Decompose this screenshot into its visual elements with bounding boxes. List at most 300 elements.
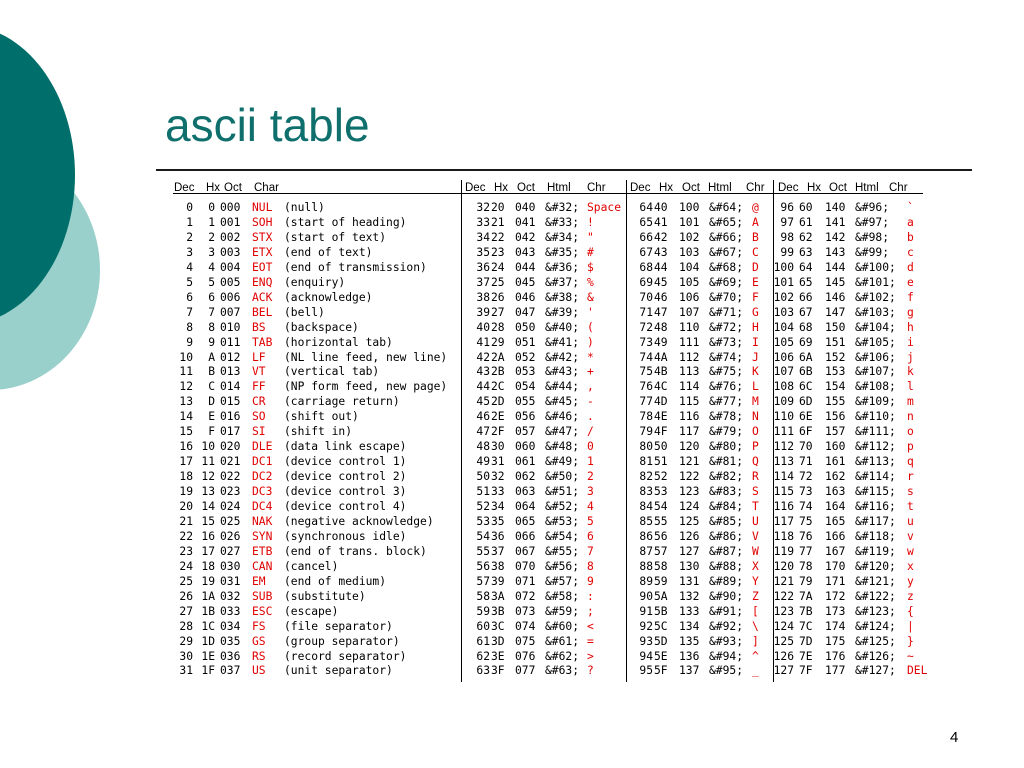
html-entity: &#32; (545, 201, 580, 214)
oct-cell: 065 (515, 514, 536, 528)
hex-cell: 3C (491, 619, 505, 633)
dec-cell: 71 (639, 305, 653, 319)
dec-cell: 123 (773, 604, 794, 618)
hex-cell: 75 (799, 514, 813, 528)
html-entity: &#75; (709, 365, 744, 379)
hex-cell: 3A (491, 589, 505, 603)
hex-cell: 10 (201, 440, 215, 454)
html-entity: &#55; (545, 544, 580, 558)
char-description: (file separator) (284, 619, 393, 633)
hex-cell: 23 (491, 245, 505, 259)
chr-cell: , (587, 380, 594, 394)
char-description: (record separator) (284, 649, 407, 663)
html-entity: &#47; (545, 425, 580, 439)
char-abbr: ETX (252, 245, 273, 259)
dec-cell: 30 (179, 649, 193, 663)
oct-cell: 170 (825, 559, 846, 573)
char-abbr: BEL (252, 305, 273, 319)
hex-cell: 4C (654, 380, 668, 394)
dec-cell: 102 (773, 290, 794, 304)
header-hx: Hx (206, 182, 221, 194)
oct-cell: 017 (220, 425, 241, 439)
hex-cell: 34 (491, 500, 505, 513)
html-entity: &#109; (855, 395, 896, 409)
header-oct: Oct (829, 182, 847, 194)
column-separator (461, 180, 462, 682)
chr-cell: B (752, 230, 759, 244)
html-entity: &#72; (709, 320, 744, 334)
hex-cell: 6E (799, 410, 813, 424)
hex-cell: 79 (799, 574, 813, 588)
chr-cell: ; (587, 604, 594, 618)
dec-cell: 14 (179, 410, 193, 424)
char-abbr: EOT (252, 260, 273, 274)
dec-cell: 76 (639, 380, 653, 394)
oct-cell: 154 (825, 380, 846, 394)
oct-cell: 062 (515, 470, 536, 484)
html-entity: &#80; (709, 440, 744, 454)
html-entity: &#84; (709, 500, 744, 513)
oct-cell: 115 (679, 395, 700, 409)
html-entity: &#68; (709, 260, 744, 274)
chr-cell: D (752, 260, 759, 274)
hex-cell: 16 (201, 529, 215, 543)
oct-cell: 025 (220, 514, 241, 528)
char-description: (group separator) (284, 634, 400, 648)
dec-cell: 113 (773, 455, 794, 469)
oct-cell: 045 (515, 275, 536, 289)
dec-cell: 10 (179, 350, 193, 364)
hex-cell: 7B (799, 604, 813, 618)
char-abbr: SUB (252, 589, 273, 603)
html-entity: &#45; (545, 395, 580, 409)
oct-cell: 173 (825, 604, 846, 618)
hex-cell: 6 (208, 290, 215, 304)
oct-cell: 147 (825, 305, 846, 319)
html-entity: &#70; (709, 290, 744, 304)
hex-cell: 7D (799, 634, 813, 648)
hex-cell: C (208, 380, 215, 394)
html-entity: &#99; (855, 245, 890, 259)
html-entity: &#105; (855, 335, 896, 349)
char-description: (device control 3) (284, 485, 407, 499)
chr-cell: ( (587, 320, 594, 334)
chr-cell: + (587, 365, 594, 379)
html-entity: &#91; (709, 604, 744, 618)
chr-cell: ! (587, 215, 594, 229)
oct-cell: 156 (825, 410, 846, 424)
html-entity: &#108; (855, 380, 896, 394)
dec-cell: 81 (639, 455, 653, 469)
html-entity: &#51; (545, 485, 580, 499)
hex-cell: 6F (799, 425, 813, 439)
char-description: (shift out) (284, 410, 359, 424)
char-abbr: SO (252, 410, 266, 424)
hex-cell: 28 (491, 320, 505, 334)
char-abbr: US (252, 664, 266, 678)
chr-cell: _ (752, 664, 759, 678)
chr-cell: Y (752, 574, 759, 588)
char-abbr: DLE (252, 440, 273, 454)
dec-cell: 2 (186, 230, 193, 244)
hex-cell: 26 (491, 290, 505, 304)
oct-cell: 042 (515, 230, 536, 244)
oct-cell: 056 (515, 410, 536, 424)
header-hx: Hx (494, 182, 509, 194)
char-abbr: BS (252, 320, 266, 334)
chr-cell: F (752, 290, 759, 304)
oct-cell: 014 (220, 380, 241, 394)
chr-cell: & (587, 290, 594, 304)
dec-cell: 59 (476, 604, 490, 618)
oct-cell: 153 (825, 365, 846, 379)
chr-cell: k (907, 365, 914, 379)
oct-cell: 016 (220, 410, 241, 424)
html-entity: &#50; (545, 470, 580, 484)
oct-cell: 067 (515, 544, 536, 558)
hex-cell: 44 (654, 260, 668, 274)
html-entity: &#71; (709, 305, 744, 319)
hex-cell: 6B (799, 365, 813, 379)
dec-cell: 116 (773, 500, 794, 513)
html-entity: &#120; (855, 559, 896, 573)
hex-cell: 64 (799, 260, 813, 274)
header-chr: Chr (889, 182, 908, 194)
html-entity: &#87; (709, 544, 744, 558)
dec-cell: 91 (639, 604, 653, 618)
char-description: (escape) (284, 604, 339, 618)
dec-cell: 61 (476, 634, 490, 648)
hex-cell: 24 (491, 260, 505, 274)
chr-cell: Z (752, 589, 759, 603)
char-abbr: FF (252, 380, 266, 394)
oct-cell: 131 (679, 574, 700, 588)
dec-cell: 68 (639, 260, 653, 274)
dec-cell: 94 (639, 649, 653, 663)
oct-cell: 163 (825, 485, 846, 499)
hex-cell: 69 (799, 335, 813, 349)
dec-cell: 85 (639, 514, 653, 528)
dec-cell: 75 (639, 365, 653, 379)
oct-cell: 000 (220, 201, 241, 214)
html-entity: &#114; (855, 470, 896, 484)
oct-cell: 064 (515, 500, 536, 513)
hex-cell: 33 (491, 485, 505, 499)
chr-cell: ` (907, 201, 914, 214)
html-entity: &#126; (855, 649, 896, 663)
hex-cell: 19 (201, 574, 215, 588)
html-entity: &#123; (855, 604, 896, 618)
hex-cell: 71 (799, 455, 813, 469)
html-entity: &#93; (709, 634, 744, 648)
chr-cell: * (587, 350, 594, 364)
dec-cell: 52 (476, 500, 490, 513)
html-entity: &#97; (855, 215, 890, 229)
char-abbr: ACK (252, 290, 273, 304)
hex-cell: 25 (491, 275, 505, 289)
hex-cell: 77 (799, 544, 813, 558)
oct-cell: 164 (825, 500, 846, 513)
dec-cell: 90 (639, 589, 653, 603)
dec-cell: 20 (179, 500, 193, 513)
chr-cell: L (752, 380, 759, 394)
dec-cell: 17 (179, 455, 193, 469)
header-dec: Dec (630, 182, 651, 194)
chr-cell: 1 (587, 455, 594, 469)
dec-cell: 23 (179, 544, 193, 558)
dec-cell: 82 (639, 470, 653, 484)
header-dec: Dec (465, 182, 486, 194)
char-description: (vertical tab) (284, 365, 380, 379)
html-entity: &#58; (545, 589, 580, 603)
hex-cell: 7 (208, 305, 215, 319)
page-number: 4 (950, 729, 959, 746)
oct-cell: 071 (515, 574, 536, 588)
chr-cell: d (907, 260, 914, 274)
header-char: Char (254, 182, 279, 194)
oct-cell: 034 (220, 619, 241, 633)
chr-cell: 8 (587, 559, 594, 573)
chr-cell: q (907, 455, 914, 469)
dec-cell: 0 (186, 201, 193, 214)
chr-cell: < (587, 619, 594, 633)
dec-cell: 29 (179, 634, 193, 648)
char-abbr: FS (252, 619, 266, 633)
oct-cell: 075 (515, 634, 536, 648)
oct-cell: 165 (825, 514, 846, 528)
chr-cell: ? (587, 664, 594, 678)
hex-cell: D (208, 395, 215, 409)
hex-cell: 4E (654, 410, 668, 424)
dec-cell: 41 (476, 335, 490, 349)
html-entity: &#69; (709, 275, 744, 289)
oct-cell: 145 (825, 275, 846, 289)
dec-cell: 87 (639, 544, 653, 558)
hex-cell: 17 (201, 544, 215, 558)
chr-cell: R (752, 470, 759, 484)
hex-cell: 3E (491, 649, 505, 663)
hex-cell: 43 (654, 245, 668, 259)
dec-cell: 31 (179, 664, 193, 678)
hex-cell: 61 (799, 215, 813, 229)
oct-cell: 057 (515, 425, 536, 439)
dec-cell: 104 (773, 320, 794, 334)
char-abbr: LF (252, 350, 266, 364)
dec-cell: 48 (476, 440, 490, 454)
oct-cell: 044 (515, 260, 536, 274)
hex-cell: 18 (201, 559, 215, 573)
oct-cell: 066 (515, 529, 536, 543)
hex-cell: 5D (654, 634, 668, 648)
chr-cell: x (907, 559, 914, 573)
hex-cell: 30 (491, 440, 505, 454)
chr-cell: I (752, 335, 759, 349)
char-description: (substitute) (284, 589, 366, 603)
oct-cell: 020 (220, 440, 241, 454)
header-hx: Hx (659, 182, 674, 194)
oct-cell: 157 (825, 425, 846, 439)
oct-cell: 104 (679, 260, 700, 274)
chr-cell: Space (587, 201, 622, 214)
oct-cell: 126 (679, 529, 700, 543)
oct-cell: 007 (220, 305, 241, 319)
chr-cell: H (752, 320, 759, 334)
char-description: (null) (284, 201, 325, 214)
oct-cell: 005 (220, 275, 241, 289)
dec-cell: 98 (780, 230, 794, 244)
dec-cell: 56 (476, 559, 490, 573)
oct-cell: 114 (679, 380, 700, 394)
hex-cell: F (208, 425, 215, 439)
char-description: (device control 1) (284, 455, 407, 469)
oct-cell: 015 (220, 395, 241, 409)
hex-cell: 2D (491, 395, 505, 409)
hex-cell: 3B (491, 604, 505, 618)
chr-cell: " (587, 230, 594, 244)
hex-cell: 31 (491, 455, 505, 469)
chr-cell: 3 (587, 485, 594, 499)
dec-cell: 109 (773, 395, 794, 409)
dec-cell: 37 (476, 275, 490, 289)
char-description: (NL line feed, new line) (284, 350, 448, 364)
oct-cell: 072 (515, 589, 536, 603)
char-description: (acknowledge) (284, 290, 373, 304)
hex-cell: 6C (799, 380, 813, 394)
html-entity: &#86; (709, 529, 744, 543)
oct-cell: 160 (825, 440, 846, 454)
chr-cell: Q (752, 455, 759, 469)
hex-cell: 4D (654, 395, 668, 409)
html-entity: &#101; (855, 275, 896, 289)
dec-cell: 74 (639, 350, 653, 364)
html-entity: &#54; (545, 529, 580, 543)
hex-cell: 11 (201, 455, 215, 469)
oct-cell: 033 (220, 604, 241, 618)
column-separator (626, 180, 627, 682)
dec-cell: 78 (639, 410, 653, 424)
chr-cell: b (907, 230, 914, 244)
hex-cell: 57 (654, 544, 668, 558)
oct-cell: 102 (679, 230, 700, 244)
char-abbr: DC4 (252, 500, 273, 513)
hex-cell: 7F (799, 664, 813, 678)
oct-cell: 012 (220, 350, 241, 364)
html-entity: &#43; (545, 365, 580, 379)
html-entity: &#104; (855, 320, 896, 334)
oct-cell: 141 (825, 215, 846, 229)
hex-cell: 65 (799, 275, 813, 289)
oct-cell: 123 (679, 485, 700, 499)
chr-cell: S (752, 485, 759, 499)
dec-cell: 22 (179, 529, 193, 543)
oct-cell: 140 (825, 201, 846, 214)
hex-cell: 1C (201, 619, 215, 633)
oct-cell: 176 (825, 649, 846, 663)
hex-cell: 2 (208, 230, 215, 244)
hex-cell: 2B (491, 365, 505, 379)
char-abbr: CAN (252, 559, 273, 573)
html-entity: &#124; (855, 619, 896, 633)
char-description: (unit separator) (284, 664, 393, 678)
hex-cell: 74 (799, 500, 813, 513)
html-entity: &#63; (545, 664, 580, 678)
html-entity: &#36; (545, 260, 580, 274)
oct-cell: 113 (679, 365, 700, 379)
hex-cell: 42 (654, 230, 668, 244)
chr-cell: i (907, 335, 914, 349)
dec-cell: 54 (476, 529, 490, 543)
oct-cell: 021 (220, 455, 241, 469)
char-description: (enquiry) (284, 275, 346, 289)
oct-cell: 006 (220, 290, 241, 304)
html-entity: &#103; (855, 305, 896, 319)
chr-cell: G (752, 305, 759, 319)
html-entity: &#52; (545, 500, 580, 513)
dec-cell: 3 (186, 245, 193, 259)
header-dec: Dec (778, 182, 799, 194)
hex-cell: 4F (654, 425, 668, 439)
html-entity: &#78; (709, 410, 744, 424)
chr-cell: ^ (752, 649, 759, 663)
char-description: (device control 4) (284, 500, 407, 513)
dec-cell: 11 (179, 365, 193, 379)
chr-cell: A (752, 215, 759, 229)
html-entity: &#57; (545, 574, 580, 588)
html-entity: &#82; (709, 470, 744, 484)
dec-cell: 36 (476, 260, 490, 274)
html-entity: &#113; (855, 455, 896, 469)
hex-cell: 5A (654, 589, 668, 603)
hex-cell: 55 (654, 514, 668, 528)
chr-cell: J (752, 350, 759, 364)
oct-cell: 127 (679, 544, 700, 558)
chr-cell: h (907, 320, 914, 334)
dec-cell: 12 (179, 380, 193, 394)
hex-cell: 76 (799, 529, 813, 543)
oct-cell: 161 (825, 455, 846, 469)
chr-cell: V (752, 529, 759, 543)
dec-cell: 121 (773, 574, 794, 588)
oct-cell: 035 (220, 634, 241, 648)
dec-cell: 118 (773, 529, 794, 543)
dec-cell: 6 (186, 290, 193, 304)
oct-cell: 030 (220, 559, 241, 573)
dec-cell: 24 (179, 559, 193, 573)
chr-cell: g (907, 305, 914, 319)
html-entity: &#39; (545, 305, 580, 319)
dec-cell: 63 (476, 664, 490, 678)
html-entity: &#44; (545, 380, 580, 394)
hex-cell: 6A (799, 350, 813, 364)
html-entity: &#67; (709, 245, 744, 259)
dec-cell: 19 (179, 485, 193, 499)
dec-cell: 92 (639, 619, 653, 633)
oct-cell: 002 (220, 230, 241, 244)
oct-cell: 124 (679, 500, 700, 513)
chr-cell: X (752, 559, 759, 573)
char-abbr: SOH (252, 215, 273, 229)
oct-cell: 031 (220, 574, 241, 588)
chr-cell: w (907, 544, 914, 558)
oct-cell: 061 (515, 455, 536, 469)
html-entity: &#121; (855, 574, 896, 588)
char-abbr: SI (252, 425, 266, 439)
oct-cell: 162 (825, 470, 846, 484)
html-entity: &#106; (855, 350, 896, 364)
hex-cell: 51 (654, 455, 668, 469)
hex-cell: 60 (799, 201, 813, 214)
char-abbr: EM (252, 574, 266, 588)
